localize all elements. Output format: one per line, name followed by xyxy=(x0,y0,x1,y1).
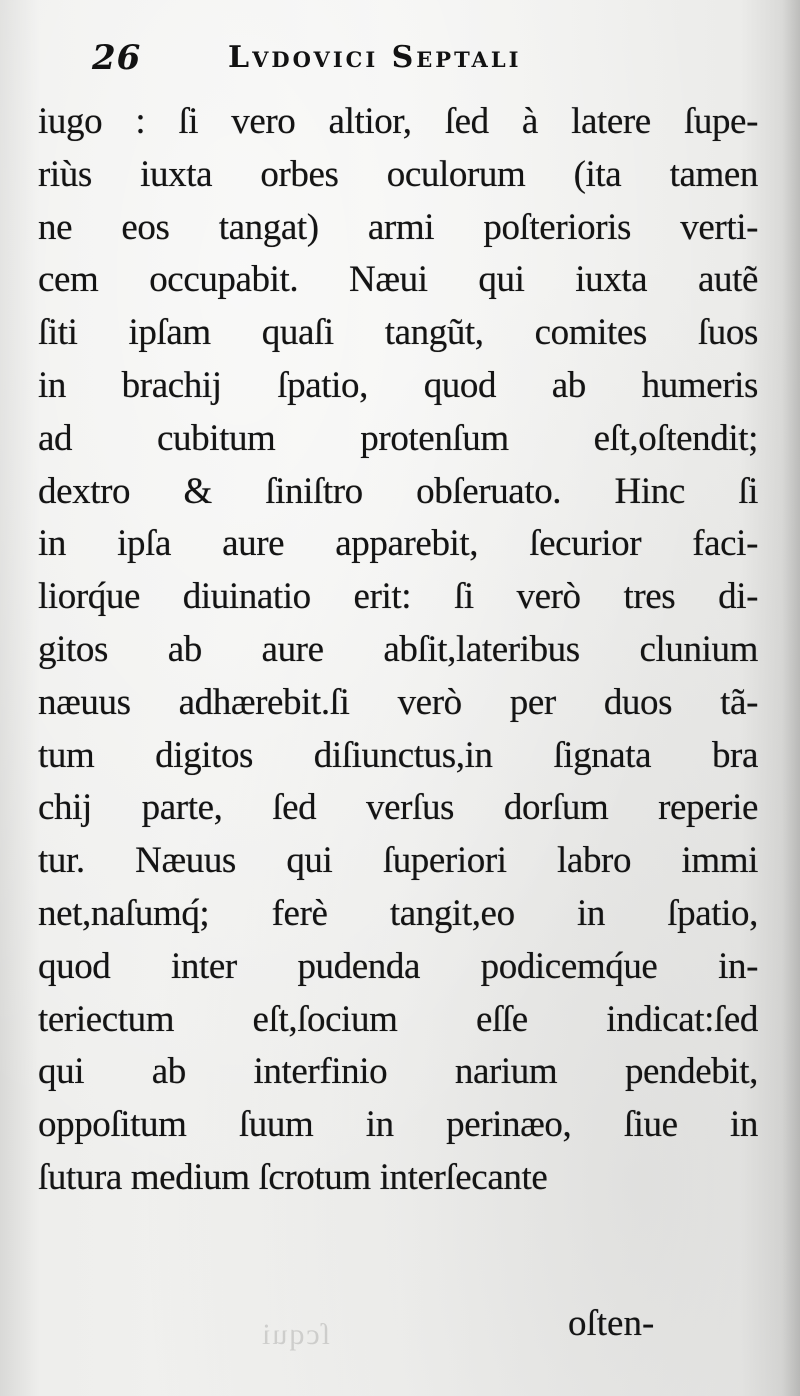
text-line: tum digitos diſiunctus,in ſignata bra xyxy=(38,734,758,776)
running-head: Lvdovici Septali xyxy=(228,40,522,75)
text-line: liorq́ue diuinatio erit: ſi verò tres di- xyxy=(38,576,758,618)
text-line: net,naſumq́; ferè tangit,eo in ſpatio, xyxy=(38,892,758,934)
text-line: in ipſa aure apparebit, ſecurior faci- xyxy=(38,523,758,565)
text-line: quod inter pudenda podicemq́ue in- xyxy=(38,945,758,987)
show-through-text: ſcqui xyxy=(260,1318,330,1351)
text-line: oppoſitum ſuum in perinæo, ſiue in xyxy=(38,1104,758,1146)
text-line: tur. Næuus qui ſuperiori labro immi xyxy=(38,840,758,882)
text-line: ſiti ipſam quaſi tangũt, comites ſuos xyxy=(38,312,758,354)
text-line: ne eos tangat) armi poſterioris verti- xyxy=(38,206,758,248)
text-line: chij parte, ſed verſus dorſum reperie xyxy=(38,787,758,829)
catchword: oſten- xyxy=(568,1303,655,1344)
text-line: qui ab interfinio narium pendebit, xyxy=(38,1051,758,1093)
text-line: næuus adhærebit.ſi verò per duos tã- xyxy=(38,681,758,723)
text-line: teriectum eſt,ſocium eſſe indicat:ſed xyxy=(38,998,758,1040)
text-line: ſutura medium ſcrotum interſecante xyxy=(38,1156,548,1198)
page-header xyxy=(92,38,692,88)
text-line: cem occupabit. Næui qui iuxta autẽ xyxy=(38,259,758,301)
text-line: in brachij ſpatio, quod ab humeris xyxy=(38,364,758,406)
text-line: dextro & ſiniſtro obſeruato. Hinc ſi xyxy=(38,470,758,512)
text-line: iugo : ſi vero altior, ſed à latere ſupe- xyxy=(38,101,758,142)
text-line: ad cubitum protenſum eſt,oſtendit; xyxy=(38,417,758,459)
body-text xyxy=(38,96,758,1205)
text-line: gitos ab aure abſit,lateribus clunium xyxy=(38,628,758,670)
page-number: 26 xyxy=(92,38,142,78)
text-line: riùs iuxta orbes oculorum (ita tamen xyxy=(38,153,758,195)
